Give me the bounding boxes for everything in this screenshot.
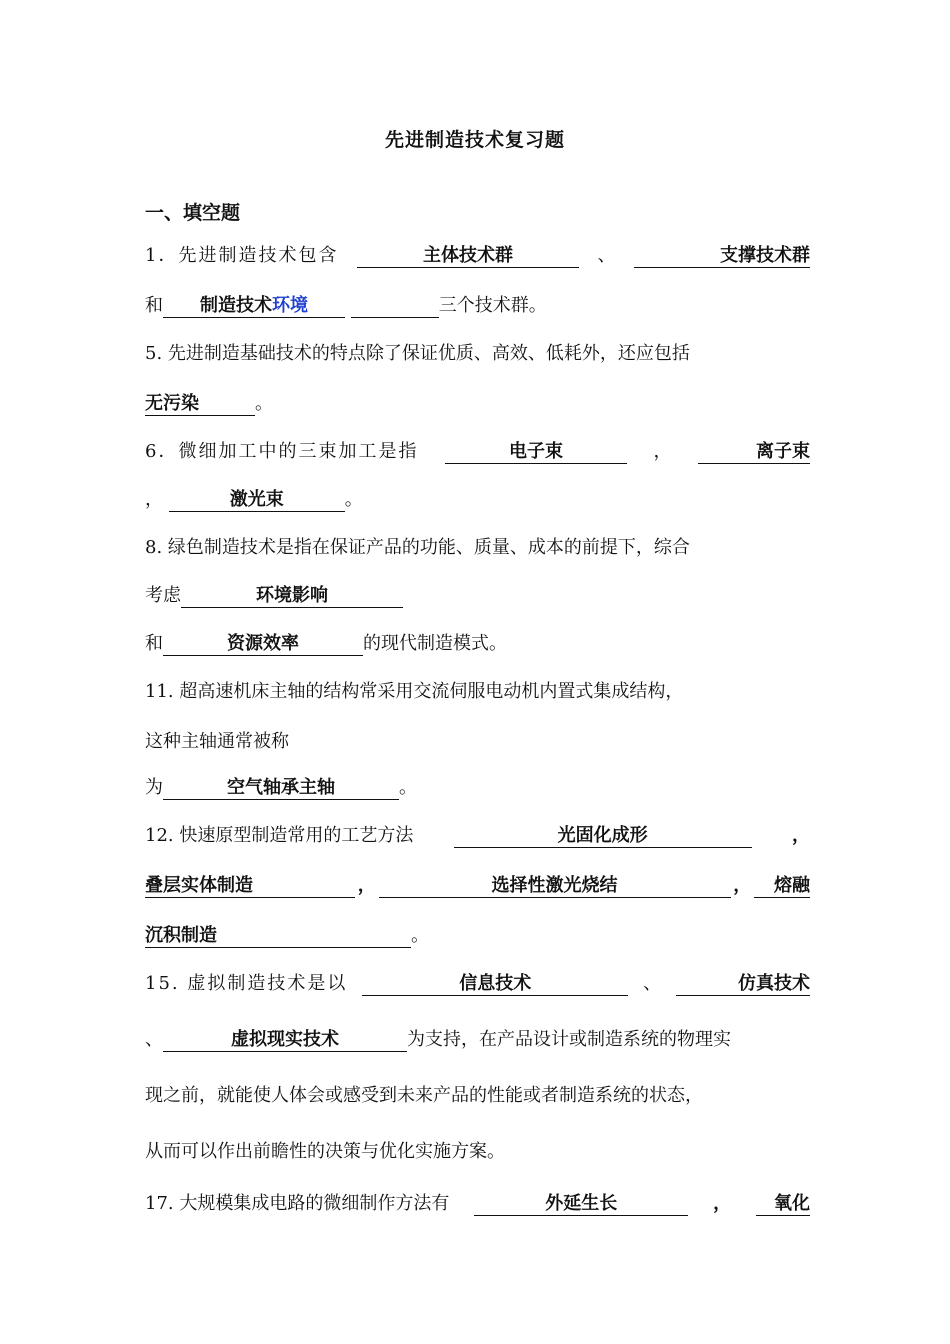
question-8-line-2 [145, 584, 810, 608]
answer-blank: 空气轴承主轴 [163, 777, 399, 800]
question-1-line-2 [145, 294, 810, 318]
question-15-line-4 [145, 1140, 810, 1164]
question-text: 三个技术群。 [438, 295, 547, 316]
separator: ， [653, 441, 672, 462]
question-17-line-1 [145, 1192, 810, 1216]
answer-blank: 沉积制造 [145, 925, 411, 948]
question-text: 1．先进制造技术包含 [145, 245, 339, 266]
question-text: 15. 虚拟制造技术是以 [145, 973, 348, 994]
answer-blank: 叠层实体制造 [145, 875, 355, 898]
question-text: 6．微细加工中的三束加工是指 [145, 441, 419, 462]
question-text: 。 [399, 777, 417, 798]
question-text: 从而可以作出前瞻性的决策与优化实施方案。 [145, 1141, 505, 1162]
question-text: 考虑 [145, 585, 181, 606]
question-text: 。 [411, 925, 429, 946]
question-text: 现之前，就能使人体会或感受到未来产品的性能或者制造系统的状态， [145, 1085, 703, 1106]
question-text: 和 [145, 295, 163, 316]
answer-blank: 资源效率 [163, 633, 363, 656]
question-15-line-2 [145, 1028, 810, 1052]
answer-blank: 信息技术 [362, 973, 628, 996]
question-text: 17. 大规模集成电路的微细制作方法有 [145, 1193, 450, 1214]
question-text: 5. 先进制造基础技术的特点除了保证优质、高效、低耗外，还应包括 [145, 343, 690, 364]
answer-blank: 外延生长 [474, 1193, 688, 1216]
question-12-line-1 [145, 824, 810, 848]
answer-blank: 支撑技术群 [634, 245, 810, 268]
question-1-line-1 [145, 244, 810, 268]
question-text: 11. 超高速机床主轴的结构常采用交流伺服电动机内置式集成结构， [145, 681, 684, 702]
answer-blank: 熔融 [754, 875, 810, 898]
question-text: 。 [255, 393, 273, 414]
answer-blank [163, 295, 345, 318]
page-title: 先进制造技术复习题 [384, 129, 565, 151]
question-6-line-1 [145, 440, 810, 464]
answer-blank: 光固化成形 [454, 825, 752, 848]
question-text: 为支持，在产品设计或制造系统的物理实 [407, 1029, 731, 1050]
question-text: ， [145, 489, 163, 510]
question-5-line-2 [145, 392, 810, 416]
question-11-line-1 [145, 680, 810, 704]
question-text: 这种主轴通常被称 [145, 731, 289, 752]
answer-text: 制造技术 [200, 295, 272, 316]
answer-blank: 激光束 [169, 489, 345, 512]
question-text: 的现代制造模式。 [363, 633, 507, 654]
answer-blank: 无污染 [145, 393, 255, 416]
question-5-line-1 [145, 342, 810, 366]
question-8-line-3 [145, 632, 810, 656]
answer-blank: 虚拟现实技术 [163, 1029, 407, 1052]
question-12-line-2 [145, 874, 810, 898]
question-11-line-3 [145, 776, 810, 800]
separator: ， [357, 875, 376, 896]
separator: ， [713, 1193, 732, 1214]
separator: 、 [643, 973, 662, 994]
question-text: 和 [145, 633, 163, 654]
question-15-line-1 [145, 972, 810, 996]
question-text: 12. 快速原型制造常用的工艺方法 [145, 825, 414, 846]
question-6-line-2 [145, 488, 810, 512]
answer-blank: 选择性激光烧结 [379, 875, 731, 898]
question-text: 、 [145, 1029, 163, 1050]
question-text: 8. 绿色制造技术是指在保证产品的功能、质量、成本的前提下，综合 [145, 537, 690, 558]
section-heading: 一、填空题 [145, 202, 241, 224]
answer-blank: 电子束 [445, 441, 627, 464]
answer-blank: 离子束 [698, 441, 810, 464]
answer-blank: 主体技术群 [357, 245, 579, 268]
question-11-line-2 [145, 730, 810, 754]
question-text: 为 [145, 777, 163, 798]
answer-blank: 环境影响 [181, 585, 403, 608]
question-15-line-3 [145, 1084, 810, 1108]
separator: ， [733, 875, 752, 896]
separator: 、 [597, 245, 616, 266]
question-12-line-3 [145, 924, 810, 948]
answer-blank-empty [351, 295, 439, 318]
question-text: 。 [344, 489, 363, 510]
answer-blank: 仿真技术 [676, 973, 810, 996]
answer-blank: 氧化 [756, 1193, 810, 1216]
answer-text-highlight: 环境 [272, 295, 308, 316]
question-8-line-1 [145, 536, 810, 560]
separator: ， [791, 825, 810, 846]
